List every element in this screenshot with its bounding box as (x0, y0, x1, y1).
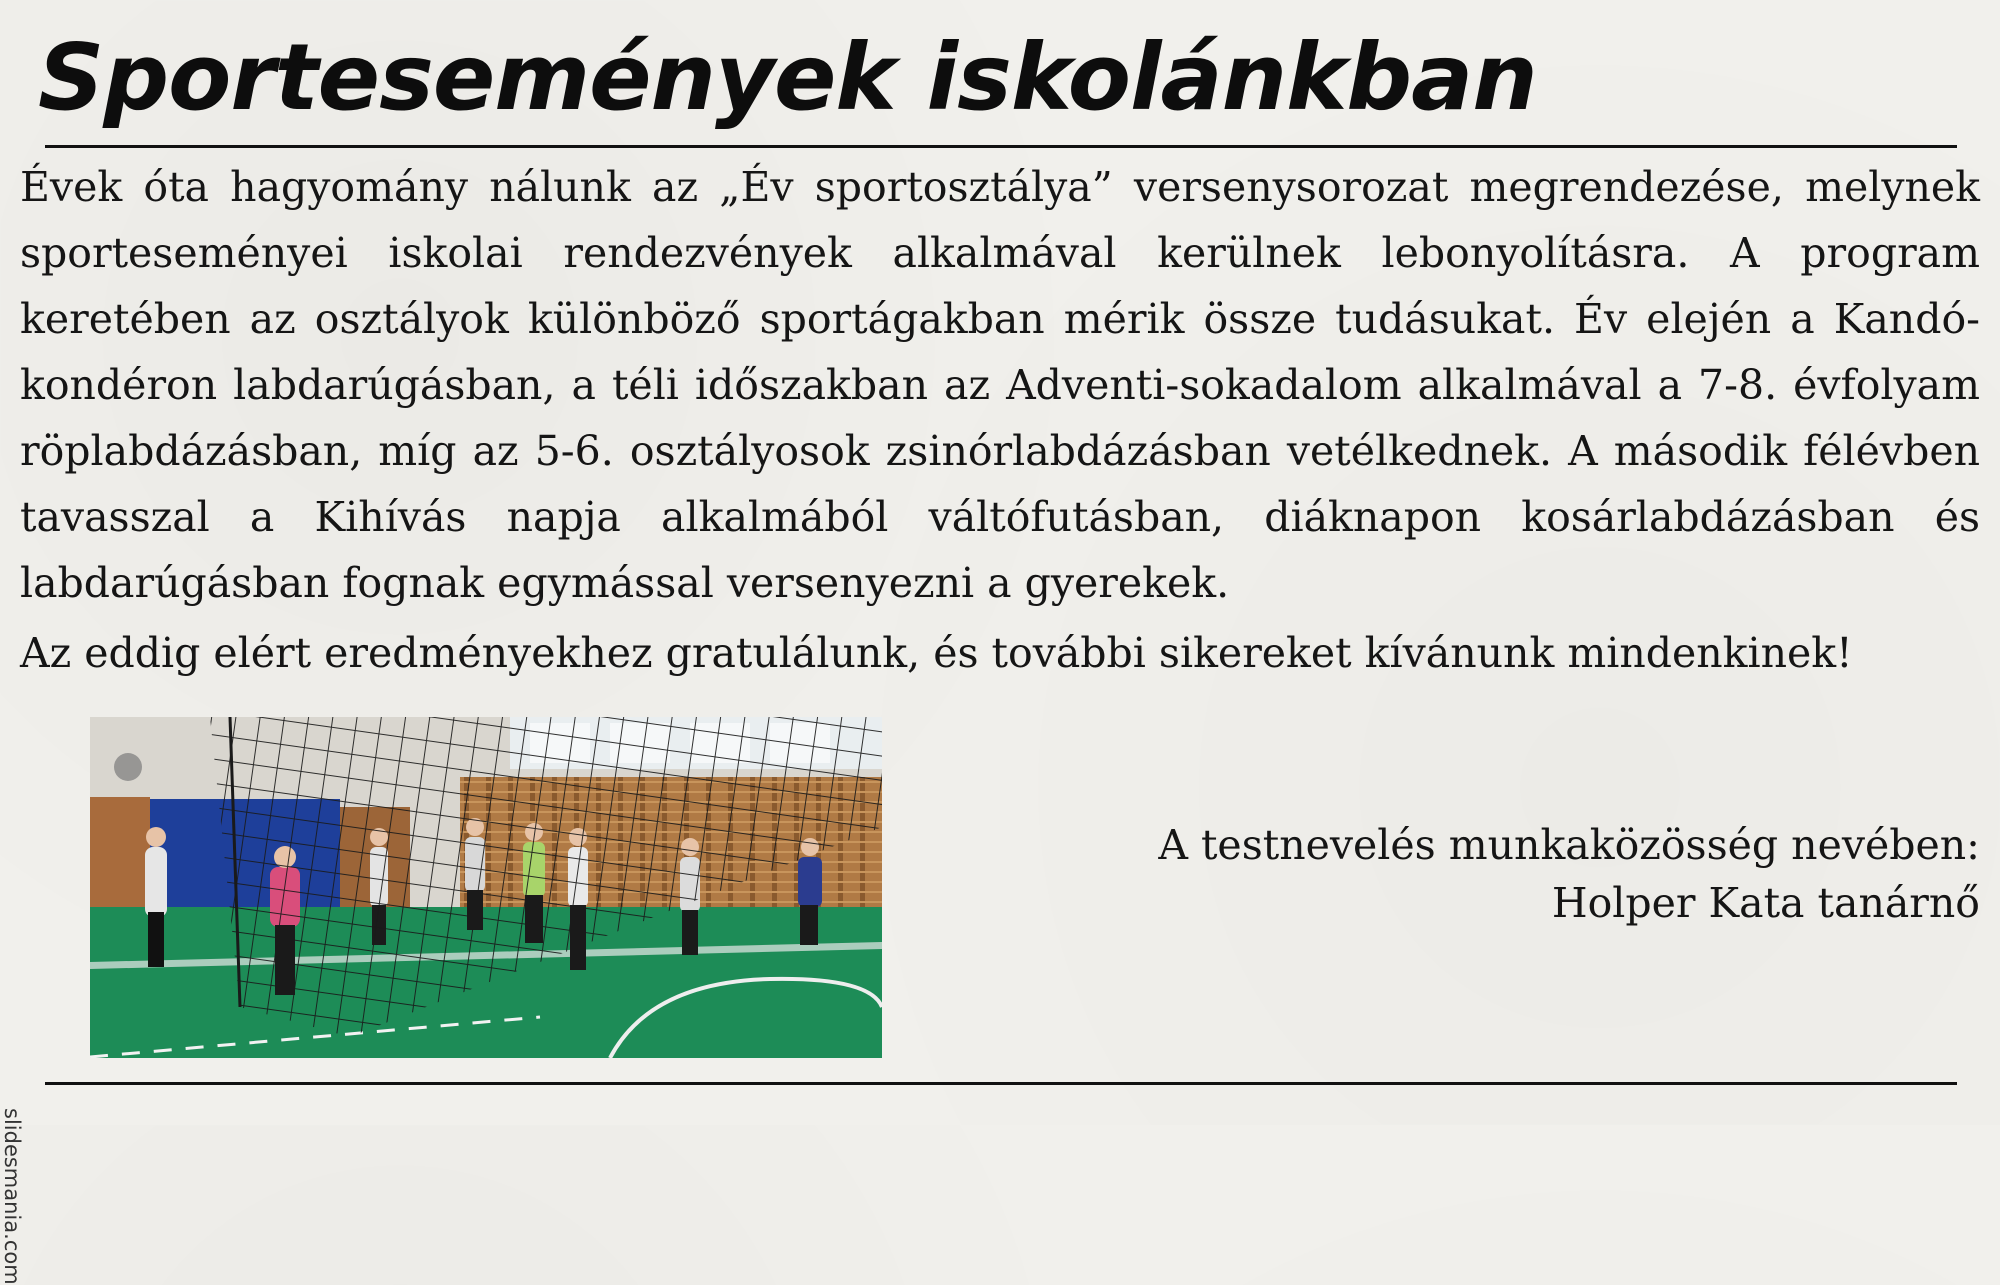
body-paragraph: Évek óta hagyomány nálunk az „Év sportosztálya” versenysorozat megrendezése, melynek sporteseményei iskolai rendezvények alkalmával kerülnek lebonyolításra. A program keretében az osztályok különböző sportágakban mérik össze tudásukat. Év elején a Kandó-kondéron labdarúgásban, a téli időszakban az Adventi-sokadalom alkalmával a 7-8. évfolyam röplabdázásban, míg az 5-6. osztályosok zsinórlabdázásban vetélkednek. A második félévben tavasszal a Kihívás napja alkalmából váltófutásban, diáknapon kosárlabdázásban és labdarúgásban fognak egymással versenyezni a gyerekek. (20, 163, 1980, 607)
slide-title: Sportesemények iskolánkban (38, 24, 1537, 131)
bottom-divider (45, 1082, 1957, 1085)
title-divider (45, 145, 1957, 148)
closing-line: Az eddig elért eredményekhez gratulálunk, és további sikereket kívánunk mindenkinek! (20, 629, 1853, 677)
gym-photo (90, 717, 882, 1058)
signature-line-2: Holper Kata tanárnő (1551, 879, 1980, 927)
watermark: slidesmania.com (0, 1108, 24, 1285)
signature-block (1158, 816, 1980, 932)
signature-line-1: A testnevelés munkaközösség nevében: (1158, 821, 1980, 869)
